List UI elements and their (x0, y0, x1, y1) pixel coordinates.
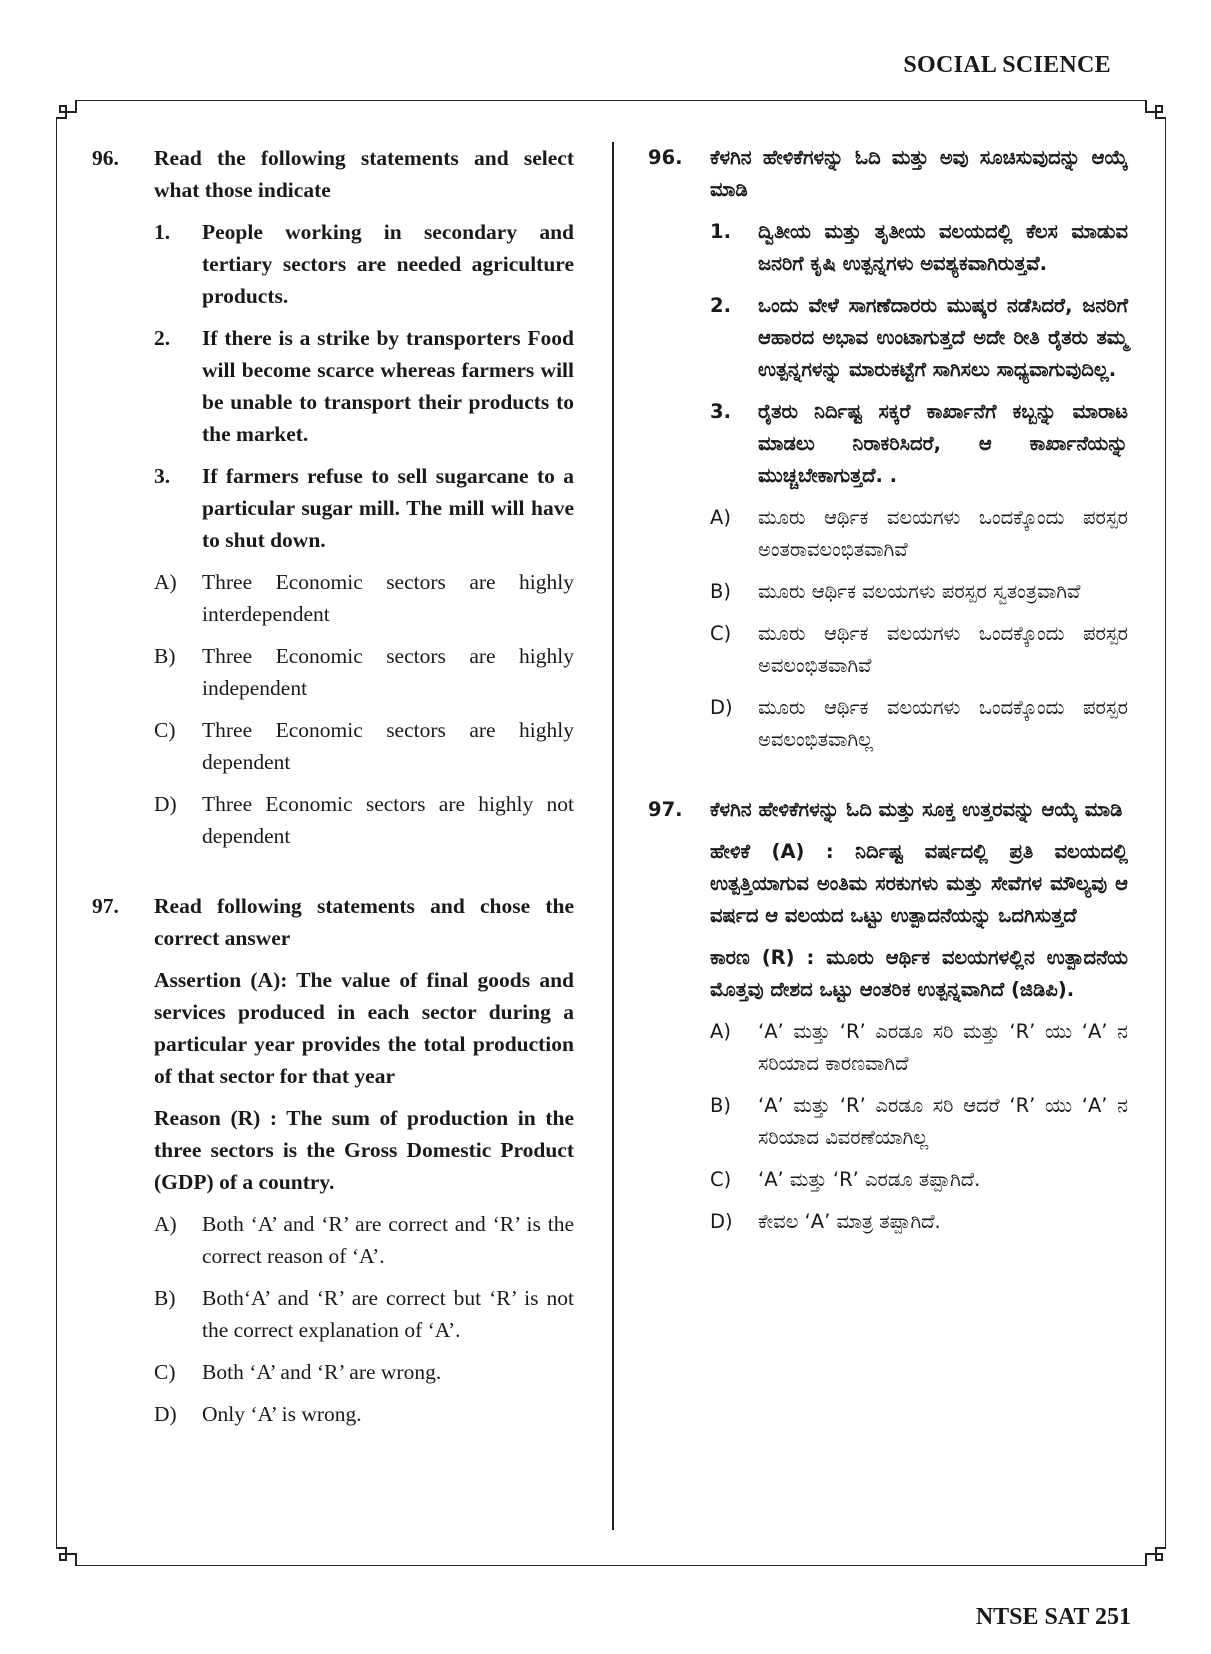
question-stem: ಕೆಳಗಿನ ಹೇಳಿಕೆಗಳನ್ನು ಓದಿ ಮತ್ತು ಅವು ಸೂಚಿಸುವುದನ್ನು ಆಯ್ಕೆ ಮಾಡಿ (710, 146, 1128, 201)
option-c: C) Three Economic sectors are highly dependent (154, 718, 574, 774)
option-b: B) ಮೂರು ಆರ್ಥಿಕ ವಲಯಗಳು ಪರಸ್ಪರ ಸ್ವತಂತ್ರವಾಗಿವೆ (710, 580, 1081, 603)
option-b: B) ‘A’ ಮತ್ತು ‘R’ ಎರಡೂ ಸರಿ ಆದರೆ ‘R’ ಯು ‘A’ ನ ಸರಿಯಾದ ವಿವರಣೆಯಾಗಿಲ್ಲ (710, 1094, 1128, 1149)
reason: ಕಾರಣ (R) : ಮೂರು ಆರ್ಥಿಕ ವಲಯಗಳಲ್ಲಿನ ಉತ್ಪಾದನೆಯ ಮೊತ್ತವು ದೇಶದ ಒಟ್ಟು ಆಂತರಿಕ ಉತ್ಪನ್ನವಾಗಿದೆ (ಜಿಡಿಪಿ). (710, 946, 1128, 1001)
question-97-kn (648, 794, 1128, 1238)
option-b: B) Three Economic sectors are highly independent (154, 644, 574, 700)
question-96-en (92, 142, 574, 852)
option-a: A) Three Economic sectors are highly interdependent (154, 570, 574, 626)
reason: Reason (R) : The sum of production in the three sectors is the Gross Domestic Product (GDP) of a country. (154, 1106, 574, 1194)
question-number: 97. (92, 894, 119, 918)
page-footer-label: NTSE SAT 251 (975, 1604, 1131, 1630)
option-c: C) Both ‘A’ and ‘R’ are wrong. (154, 1360, 442, 1384)
page-header-subject: SOCIAL SCIENCE (903, 52, 1111, 78)
question-97-en (92, 890, 574, 1430)
option-d: D) Three Economic sectors are highly not dependent (154, 792, 574, 848)
question-number: 96. (92, 146, 119, 170)
option-a: A) Both ‘A’ and ‘R’ are correct and ‘R’ is the correct reason of ‘A’. (154, 1212, 574, 1268)
option-a: A) ಮೂರು ಆರ್ಥಿಕ ವಲಯಗಳು ಒಂದಕ್ಕೊಂದು ಪರಸ್ಪರ ಅಂತರಾವಲಂಭಿತವಾಗಿವೆ (710, 506, 1128, 561)
question-stem: ಕೆಳಗಿನ ಹೇಳಿಕೆಗಳನ್ನು ಓದಿ ಮತ್ತು ಸೂಕ್ತ ಉತ್ತರವನ್ನು ಆಯ್ಕೆ ಮಾಡಿ (710, 798, 1123, 821)
question-stem: Read following statements and chose the correct answer (154, 894, 574, 950)
english-column (92, 142, 574, 1430)
question-number: 96. (648, 146, 683, 169)
column-divider (612, 142, 614, 1530)
statement-1: 1. People working in secondary and tertiary sectors are needed agriculture products. (154, 220, 574, 308)
option-d: D) ಕೇವಲ ‘A’ ಮಾತ್ರ ತಪ್ಪಾಗಿದೆ. (710, 1210, 941, 1233)
option-c: C) ‘A’ ಮತ್ತು ‘R’ ಎರಡೂ ತಪ್ಪಾಗಿದೆ. (710, 1168, 981, 1191)
question-96-kn (648, 142, 1128, 756)
statement-3: 3. ರೈತರು ನಿರ್ದಿಷ್ಟ ಸಕ್ಕರೆ ಕಾರ್ಖಾನೆಗೆ ಕಬ್ಬನ್ನು ಮಾರಾಟ ಮಾಡಲು ನಿರಾಕರಿಸಿದರೆ, ಆ ಕಾರ್ಖಾನೆಯನ್ನು ಮುಚ್ಚಬೇಕಾಗುತ್ತದೆ. . (710, 400, 1128, 487)
option-d: D) ಮೂರು ಆರ್ಥಿಕ ವಲಯಗಳು ಒಂದಕ್ಕೊಂದು ಪರಸ್ಪರ ಅವಲಂಭಿತವಾಗಿಲ್ಲ (710, 696, 1128, 751)
statement-2: 2. ಒಂದು ವೇಳೆ ಸಾಗಣೆದಾರರು ಮುಷ್ಕರ ನಡೆಸಿದರೆ, ಜನರಿಗೆ ಆಹಾರದ ಅಭಾವ ಉಂಟಾಗುತ್ತದೆ ಅದೇ ರೀತಿ ರೈತರು ತಮ್ಮ ಉತ್ಪನ್ನಗಳನ್ನು ಮಾರುಕಟ್ಟೆಗೆ ಸಾಗಿಸಲು ಸಾಧ್ಯವಾಗುವುದಿಲ್ಲ. (710, 294, 1128, 381)
statement-3: 3. If farmers refuse to sell sugarcane to a particular sugar mill. The mill will have to shut down. (154, 464, 574, 552)
question-number: 97. (648, 798, 683, 821)
statement-1: 1. ದ್ವಿತೀಯ ಮತ್ತು ತೃತೀಯ ವಲಯದಲ್ಲಿ ಕೆಲಸ ಮಾಡುವ ಜನರಿಗೆ ಕೃಷಿ ಉತ್ಪನ್ನಗಳು ಅವಶ್ಯಕವಾಗಿರುತ್ತವೆ. (710, 220, 1128, 275)
question-stem: Read the following statements and select what those indicate (154, 146, 574, 202)
kannada-column (648, 142, 1128, 1238)
assertion: Assertion (A): The value of final goods and services produced in each sector during a particular year provides the total production of that sector for that year (154, 968, 574, 1088)
option-a: A) ‘A’ ಮತ್ತು ‘R’ ಎರಡೂ ಸರಿ ಮತ್ತು ‘R’ ಯು ‘A’ ನ ಸರಿಯಾದ ಕಾರಣವಾಗಿದೆ (710, 1020, 1128, 1075)
statement-2: 2. If there is a strike by transporters Food will become scarce whereas farmers will be unable to transport their products to the market. (154, 326, 574, 446)
option-d: D) Only ‘A’ is wrong. (154, 1402, 362, 1426)
option-c: C) ಮೂರು ಆರ್ಥಿಕ ವಲಯಗಳು ಒಂದಕ್ಕೊಂದು ಪರಸ್ಪರ ಅವಲಂಭಿತವಾಗಿವೆ (710, 622, 1128, 677)
option-b: B) Both‘A’ and ‘R’ are correct but ‘R’ is not the correct explanation of ‘A’. (154, 1286, 574, 1342)
assertion: ಹೇಳಿಕೆ (A) : ನಿರ್ದಿಷ್ಟ ವರ್ಷದಲ್ಲಿ ಪ್ರತಿ ವಲಯದಲ್ಲಿ ಉತ್ಪತ್ತಿಯಾಗುವ ಅಂತಿಮ ಸರಕುಗಳು ಮತ್ತು ಸೇವೆಗಳ ಮೌಲ್ಯವು ಆ ವರ್ಷದ ಆ ವಲಯದ ಒಟ್ಟು ಉತ್ಪಾದನೆಯನ್ನು ಒದಗಿಸುತ್ತದೆ (710, 840, 1128, 927)
